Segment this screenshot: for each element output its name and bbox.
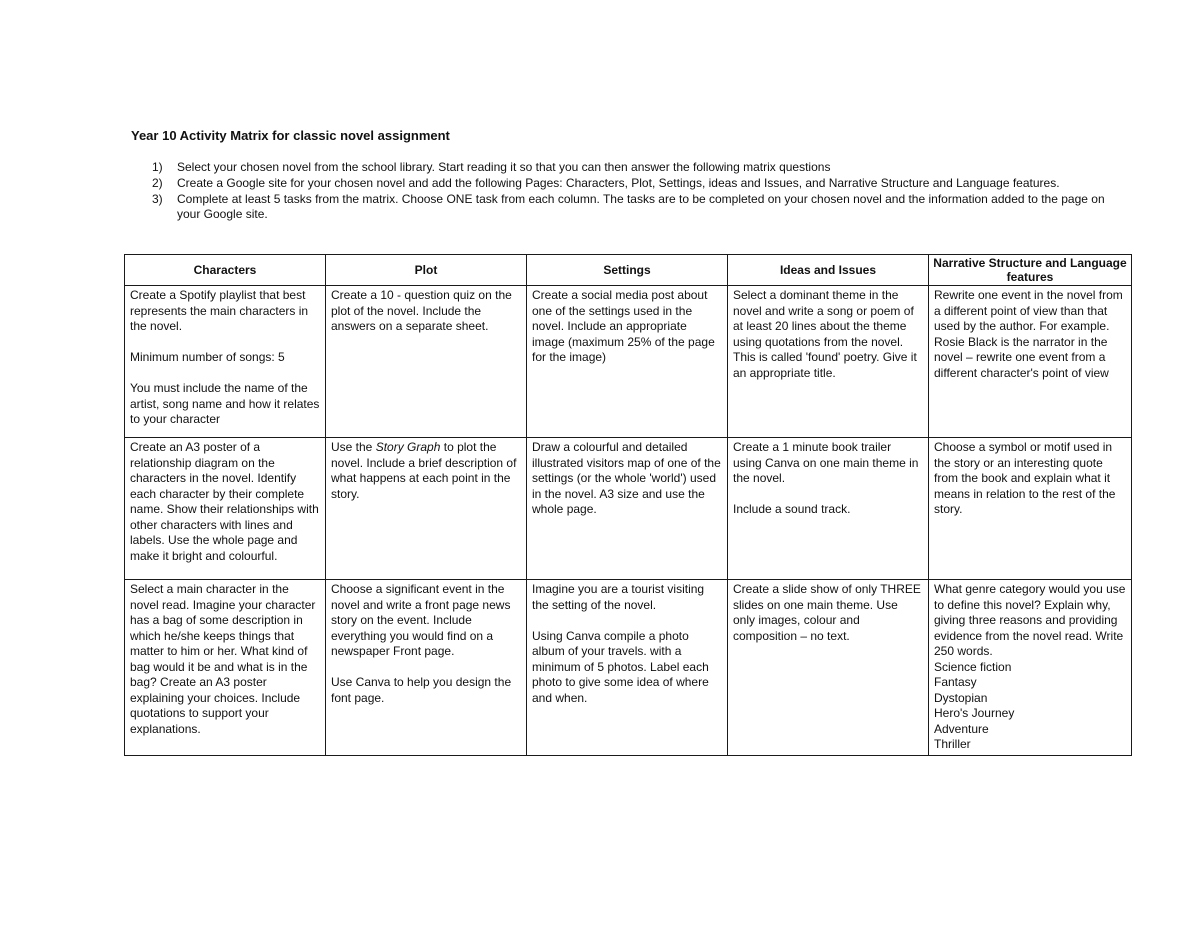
cell-settings bbox=[527, 286, 728, 438]
cell-narrative bbox=[929, 438, 1132, 580]
cell-text: What genre category would you use to define this novel? Explain why, giving three reasons and providing evidence from the novel read. Write 250 words. bbox=[934, 582, 1126, 658]
cell-text: Rosie Black is the narrator in the novel – rewrite one event from a different character's point of view bbox=[934, 334, 1109, 380]
instructions-list bbox=[152, 160, 1112, 223]
instruction-text: Select your chosen novel from the school library. Start reading it so that you can then answer the following matrix questions bbox=[177, 160, 831, 174]
cell-text: Imagine you are a tourist visiting the setting of the novel. bbox=[532, 582, 705, 612]
activity-matrix-table bbox=[124, 254, 1132, 756]
header-settings: Settings bbox=[527, 255, 728, 286]
cell-text: Rewrite one event in the novel from a different point of view than that used by the author. For example. bbox=[934, 288, 1123, 333]
instruction-item bbox=[152, 160, 1112, 175]
instruction-number: 2) bbox=[152, 176, 163, 190]
header-narrative-structure: Narrative Structure and Language features bbox=[929, 255, 1132, 286]
table-row bbox=[125, 286, 1132, 438]
genre-item: Adventure bbox=[934, 721, 989, 736]
header-characters: Characters bbox=[125, 255, 326, 286]
instruction-number: 3) bbox=[152, 192, 163, 206]
genre-item: Dystopian bbox=[934, 690, 988, 705]
cell-text-italic: Story Graph bbox=[375, 440, 441, 454]
cell-settings bbox=[527, 438, 728, 580]
table-row bbox=[125, 438, 1132, 580]
cell-settings bbox=[527, 580, 728, 756]
instruction-item bbox=[152, 192, 1112, 222]
instruction-number: 1) bbox=[152, 160, 163, 174]
table-row bbox=[125, 580, 1132, 756]
cell-narrative bbox=[929, 286, 1132, 438]
cell-text: to plot the novel. Include a brief description of what happens at each point in the story. bbox=[331, 440, 517, 501]
cell-text: Create a Spotify playlist that best represents the main characters in the novel. bbox=[130, 288, 309, 333]
cell-text: Create an A3 poster of a relationship diagram on the characters in the novel. Identify each character by their complete name. Show their relationships with other characters with lines and labels. Use the whole page and make it bright and colourful. bbox=[130, 440, 319, 563]
cell-narrative bbox=[929, 580, 1132, 756]
cell-ideas bbox=[728, 286, 929, 438]
cell-characters bbox=[125, 580, 326, 756]
header-ideas-issues: Ideas and Issues bbox=[728, 255, 929, 286]
cell-text: Create a 10 - question quiz on the plot of the novel. Include the answers on a separate sheet. bbox=[331, 288, 512, 333]
genre-item: Fantasy bbox=[934, 675, 977, 689]
instruction-text: Complete at least 5 tasks from the matrix. Choose ONE task from each column. The tasks are to be completed on your chosen novel and the information added to the page on your Google site. bbox=[177, 192, 1105, 221]
cell-text: Draw a colourful and detailed illustrated visitors map of one of the settings (or the whole 'world') used in the novel. A3 size and use the whole page. bbox=[532, 440, 721, 516]
cell-text: Select a dominant theme in the novel and write a song or poem of at least 20 lines about the theme using quotations from the novel. This is called 'found' poetry. Give it an appropriate title. bbox=[733, 288, 917, 380]
cell-text: Use the bbox=[331, 440, 376, 454]
document-title: Year 10 Activity Matrix for classic novel assignment bbox=[131, 128, 450, 143]
table-header-row bbox=[125, 255, 1132, 286]
cell-text: Minimum number of songs: 5 bbox=[130, 350, 285, 364]
cell-ideas bbox=[728, 580, 929, 756]
cell-text: Choose a symbol or motif used in the story or an interesting quote from the book and explain what it means in relation to the rest of the story. bbox=[934, 440, 1116, 516]
cell-plot bbox=[326, 580, 527, 756]
cell-text: Include a sound track. bbox=[733, 502, 851, 516]
cell-text: Choose a significant event in the novel and write a front page news story on the event. Include everything you would find on a newspaper Front page. bbox=[331, 582, 511, 658]
cell-text: Use Canva to help you design the font page. bbox=[331, 675, 512, 705]
genre-item: Hero's Journey bbox=[934, 706, 1015, 720]
cell-text: Using Canva compile a photo album of your travels. with a minimum of 5 photos. Label each photo to give some idea of where and when. bbox=[532, 628, 709, 705]
cell-text: Create a social media post about one of the settings used in the novel. Include an appropriate image (maximum 25% of the page for the image) bbox=[532, 288, 715, 364]
cell-characters bbox=[125, 286, 326, 438]
instruction-item bbox=[152, 176, 1112, 191]
header-plot: Plot bbox=[326, 255, 527, 286]
cell-ideas bbox=[728, 438, 929, 580]
genre-item: Science fiction bbox=[934, 659, 1012, 674]
instruction-text: Create a Google site for your chosen novel and add the following Pages: Characters, Plot, Settings, ideas and Issues, and Narrative Structure and Language features. bbox=[177, 176, 1060, 190]
cell-text: You must include the name of the artist, song name and how it relates to your character bbox=[130, 381, 320, 426]
cell-plot bbox=[326, 438, 527, 580]
cell-text: Create a slide show of only THREE slides on one main theme. Use only images, colour and composition – no text. bbox=[733, 582, 921, 643]
genre-item: Thriller bbox=[934, 737, 971, 751]
cell-text: Create a 1 minute book trailer using Canva on one main theme in the novel. bbox=[733, 440, 919, 485]
cell-characters bbox=[125, 438, 326, 580]
cell-text: Select a main character in the novel read. Imagine your character has a bag of some description in which he/she keeps things that matter to him or her. What kind of bag would it be and what is in the bag? Create an A3 poster explaining your choices. Include quotations to support your explanations. bbox=[130, 582, 316, 736]
cell-plot bbox=[326, 286, 527, 438]
